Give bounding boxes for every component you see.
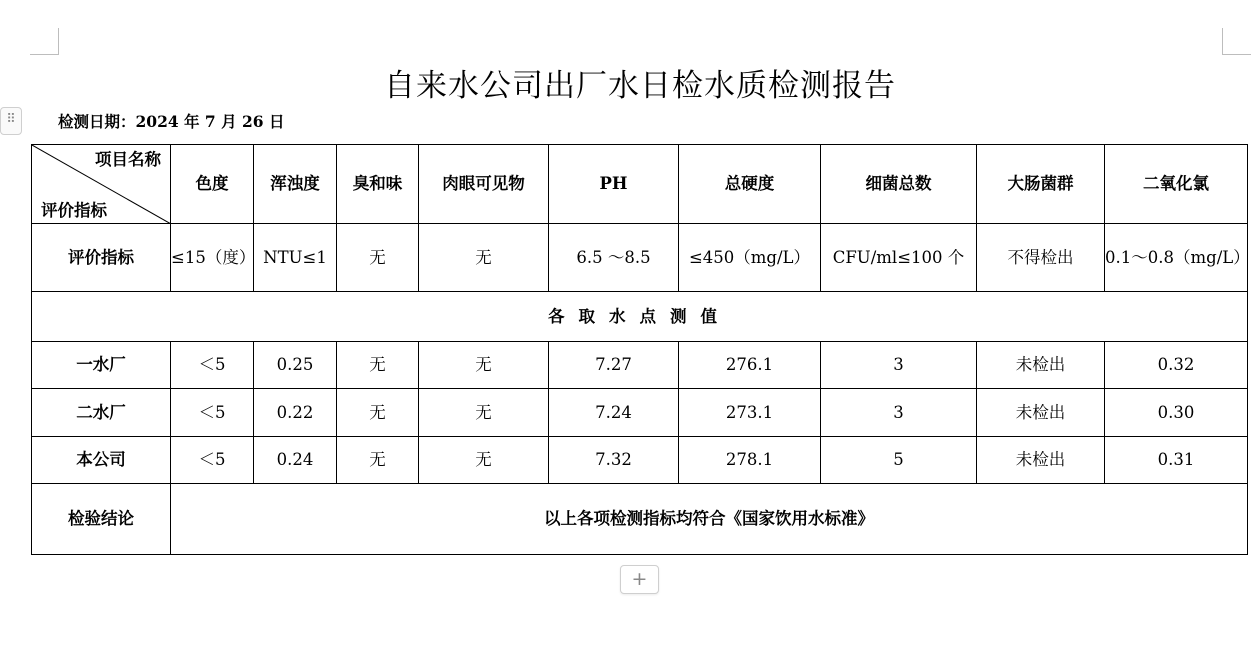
table-cell[interactable]: 无	[337, 389, 419, 437]
table-row	[32, 389, 1248, 437]
table-cell[interactable]: 不得检出	[977, 224, 1105, 292]
table-cell[interactable]: 0.25	[254, 342, 337, 389]
table-cell[interactable]: ≤15（度）	[171, 224, 254, 292]
table-cell[interactable]: ＜5	[171, 342, 254, 389]
table-cell[interactable]: 未检出	[977, 437, 1105, 484]
diagonal-header-cell[interactable]	[32, 145, 171, 224]
table-cell[interactable]: CFU/ml≤100 个	[821, 224, 977, 292]
table-cell[interactable]: 无	[419, 224, 549, 292]
add-row-button[interactable]	[620, 565, 659, 594]
table-cell[interactable]: 0.24	[254, 437, 337, 484]
column-header[interactable]: 总硬度	[679, 145, 821, 224]
row-label[interactable]: 本公司	[32, 437, 171, 484]
table-cell[interactable]: ＜5	[171, 437, 254, 484]
table-cell[interactable]: 0.31	[1105, 437, 1248, 484]
conclusion-row	[32, 484, 1248, 555]
table-cell[interactable]: 无	[337, 437, 419, 484]
column-header[interactable]: 浑浊度	[254, 145, 337, 224]
table-cell[interactable]: 6.5 ～8.5	[549, 224, 679, 292]
header-row	[32, 145, 1248, 224]
column-header[interactable]: 肉眼可见物	[419, 145, 549, 224]
table-cell[interactable]: 3	[821, 342, 977, 389]
report-title: 自来水公司出厂水日检水质检测报告	[384, 68, 896, 104]
table-cell[interactable]: 无	[419, 437, 549, 484]
column-header[interactable]: 臭和味	[337, 145, 419, 224]
table-cell[interactable]: 0.1～0.8（mg/L）	[1105, 224, 1248, 292]
table-cell[interactable]: 7.24	[549, 389, 679, 437]
report-date: 检测日期：2024 年 7 月 26 日	[58, 112, 285, 131]
corner-label-top: 项目名称	[95, 150, 161, 169]
table-cell[interactable]: 278.1	[679, 437, 821, 484]
table-row	[32, 342, 1248, 389]
standard-row	[32, 224, 1248, 292]
table-cell[interactable]: 0.22	[254, 389, 337, 437]
conclusion-text[interactable]: 以上各项检测指标均符合《国家饮用水标准》	[171, 484, 1248, 555]
column-header[interactable]: 大肠菌群	[977, 145, 1105, 224]
table-cell[interactable]: 7.27	[549, 342, 679, 389]
table-cell[interactable]: 无	[337, 224, 419, 292]
table-cell[interactable]: 0.32	[1105, 342, 1248, 389]
table-cell[interactable]: 无	[419, 389, 549, 437]
table-cell[interactable]: 无	[419, 342, 549, 389]
section-label[interactable]: 各取水点测值	[32, 292, 1248, 342]
page-corner-mark-top-right	[1222, 28, 1251, 55]
table-cell[interactable]: ＜5	[171, 389, 254, 437]
table-cell[interactable]: 0.30	[1105, 389, 1248, 437]
table-cell[interactable]: 3	[821, 389, 977, 437]
table-cell[interactable]: 无	[337, 342, 419, 389]
table-row	[32, 437, 1248, 484]
column-header[interactable]: 细菌总数	[821, 145, 977, 224]
table-drag-handle-icon[interactable]: ⠿	[0, 107, 22, 135]
row-label[interactable]: 评价指标	[32, 224, 171, 292]
row-label[interactable]: 一水厂	[32, 342, 171, 389]
table-cell[interactable]: ≤450（mg/L）	[679, 224, 821, 292]
table-cell[interactable]: 7.32	[549, 437, 679, 484]
row-label[interactable]: 二水厂	[32, 389, 171, 437]
table-cell[interactable]: 未检出	[977, 342, 1105, 389]
table-cell[interactable]: 5	[821, 437, 977, 484]
table-cell[interactable]: 未检出	[977, 389, 1105, 437]
column-header[interactable]: PH	[549, 145, 679, 224]
conclusion-label[interactable]: 检验结论	[32, 484, 171, 555]
corner-label-bottom: 评价指标	[41, 200, 107, 220]
page-corner-mark-top-left	[30, 28, 59, 55]
report-table	[31, 144, 1248, 555]
table-cell[interactable]: 273.1	[679, 389, 821, 437]
table-cell[interactable]: 276.1	[679, 342, 821, 389]
section-row	[32, 292, 1248, 342]
table-cell[interactable]: NTU≤1	[254, 224, 337, 292]
column-header[interactable]: 二氧化氯	[1105, 145, 1248, 224]
plus-icon: +	[631, 568, 648, 590]
column-header[interactable]: 色度	[171, 145, 254, 224]
